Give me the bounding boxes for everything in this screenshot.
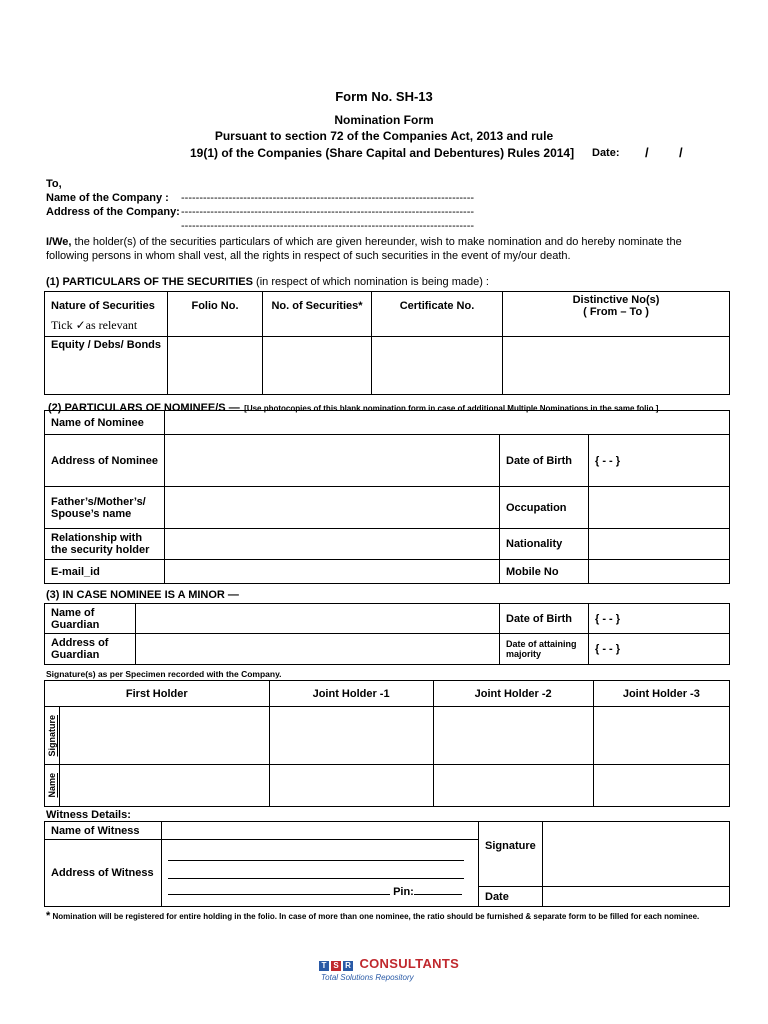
folio-no-cell[interactable]: [168, 337, 263, 395]
company-address-field-2[interactable]: --------------------------------------------------------------------------------: [181, 220, 475, 232]
nominee-address-label: Address of Nominee: [45, 435, 165, 487]
witness-signature-label: Signature: [479, 822, 543, 887]
row-equity-debs-bonds: Equity / Debs/ Bonds: [45, 337, 168, 395]
logo-tagline: Total Solutions Repository: [321, 973, 414, 982]
joint-holder-1-signature[interactable]: [269, 707, 433, 765]
guardian-address-label: Address of Guardian: [45, 634, 136, 665]
section1-title: (1) PARTICULARS OF THE SECURITIES (in respect of which nomination is being made) :: [46, 276, 489, 288]
joint-holder-3-name[interactable]: [593, 765, 729, 807]
witness-table: [44, 821, 730, 907]
witness-signature-field[interactable]: [542, 822, 729, 887]
witness-address-field[interactable]: [162, 840, 479, 907]
witness-name-label: Name of Witness: [45, 822, 162, 840]
witness-title: Witness Details:: [46, 809, 131, 821]
company-name-label: Name of the Company :: [46, 192, 169, 204]
majority-date-label: Date of attaining majority: [500, 634, 589, 665]
logo-letter: T: [319, 961, 329, 971]
certificate-no-cell[interactable]: [372, 337, 503, 395]
company-address-label: Address of the Company:: [46, 206, 180, 218]
guardian-name-field[interactable]: [136, 604, 500, 634]
section3-title: (3) IN CASE NOMINEE IS A MINOR —: [46, 589, 239, 601]
form-title: Nomination Form: [334, 113, 434, 127]
logo-letter: R: [343, 961, 353, 971]
form-subtitle-line1: Pursuant to section 72 of the Companies Act, 2013 and rule: [214, 129, 554, 143]
nominee-nationality-field[interactable]: [589, 529, 730, 560]
nominee-address-field[interactable]: [165, 435, 500, 487]
date-label: Date:: [592, 147, 620, 159]
nominee-name-label: Name of Nominee: [45, 411, 165, 435]
date-separator: /: [679, 145, 683, 160]
pin-label: Pin:: [393, 886, 414, 898]
nominee-mobile-label: Mobile No: [500, 560, 589, 584]
first-holder-signature[interactable]: [60, 707, 270, 765]
joint-holder-2-name[interactable]: [433, 765, 593, 807]
joint-holder-1-name[interactable]: [269, 765, 433, 807]
signature-row-label: Signature: [45, 707, 60, 765]
tsr-logo: [319, 955, 459, 982]
nominee-email-field[interactable]: [165, 560, 500, 584]
nominee-dob-label: Date of Birth: [500, 435, 589, 487]
header-joint-holder-2: Joint Holder -2: [433, 681, 593, 707]
witness-address-label: Address of Witness: [45, 840, 162, 907]
declaration: I/We, the holder(s) of the securities particulars of which are given hereunder, wish to make nomination and do hereby nominate the following persons in whom shall vest, all the rights in respect of such securities in the event of my/our death.: [46, 236, 682, 262]
witness-date-field[interactable]: [542, 887, 729, 907]
header-folio-no: Folio No.: [168, 292, 263, 337]
nominee-mobile-field[interactable]: [589, 560, 730, 584]
joint-holder-2-signature[interactable]: [433, 707, 593, 765]
header-no-of-securities: No. of Securities*: [263, 292, 372, 337]
distinctive-nos-cell[interactable]: [503, 337, 730, 395]
nominee-parent-label: Father’s/Mother’s/ Spouse’s name: [45, 487, 165, 529]
nominee-occupation-field[interactable]: [589, 487, 730, 529]
witness-name-field[interactable]: [162, 822, 479, 840]
logo-name: CONSULTANTS: [359, 956, 460, 971]
nominee-table: [44, 410, 730, 584]
header-joint-holder-3: Joint Holder -3: [593, 681, 729, 707]
name-row-label: Name: [45, 765, 60, 807]
section2-title: (2) PARTICULARS OF NOMINEE/S — [Use photocopies of this blank nomination form in case of additional Multiple Nominations in the same folio ]: [48, 402, 659, 414]
securities-table: [44, 291, 730, 395]
nominee-relationship-label: Relationship with the security holder: [45, 529, 165, 560]
header-certificate-no: Certificate No.: [372, 292, 503, 337]
nominee-dob-field[interactable]: { - - }: [589, 435, 730, 487]
nominee-occupation-label: Occupation: [500, 487, 589, 529]
header-first-holder: First Holder: [45, 681, 270, 707]
guardian-dob-field[interactable]: { - - }: [589, 604, 730, 634]
footnote: * Nomination will be registered for entire holding in the folio. In case of more than one nominee, the ratio should be furnished & separate form to be filled for each nominee.: [46, 910, 700, 922]
company-name-field[interactable]: --------------------------------------------------------------------------------: [181, 192, 475, 204]
date-separator: /: [645, 145, 649, 160]
guardian-address-field[interactable]: [136, 634, 500, 665]
nominee-relationship-field[interactable]: [165, 529, 500, 560]
joint-holder-3-signature[interactable]: [593, 707, 729, 765]
form-subtitle-line2: 19(1) of the Companies (Share Capital and Debentures) Rules 2014]: [190, 146, 575, 160]
company-address-field[interactable]: --------------------------------------------------------------------------------: [181, 206, 475, 218]
nominee-name-field[interactable]: [165, 411, 730, 435]
first-holder-name[interactable]: [60, 765, 270, 807]
signature-table: [44, 680, 730, 807]
nominee-nationality-label: Nationality: [500, 529, 589, 560]
guardian-dob-label: Date of Birth: [500, 604, 589, 634]
nominee-parent-field[interactable]: [165, 487, 500, 529]
signature-note: Signature(s) as per Specimen recorded with the Company.: [46, 669, 282, 679]
header-joint-holder-1: Joint Holder -1: [269, 681, 433, 707]
logo-letter: S: [331, 961, 341, 971]
guardian-name-label: Name of Guardian: [45, 604, 136, 634]
witness-date-label: Date: [479, 887, 543, 907]
no-of-securities-cell[interactable]: [263, 337, 372, 395]
guardian-table: [44, 603, 730, 665]
majority-date-field[interactable]: { - - }: [589, 634, 730, 665]
header-nature-of-securities: Nature of Securities Tick ✓as relevant: [45, 292, 168, 337]
to-label: To,: [46, 178, 62, 190]
form-number: Form No. SH-13: [335, 89, 433, 104]
nominee-email-label: E-mail_id: [45, 560, 165, 584]
header-distinctive-nos: Distinctive No(s) ( From – To ): [503, 292, 730, 337]
